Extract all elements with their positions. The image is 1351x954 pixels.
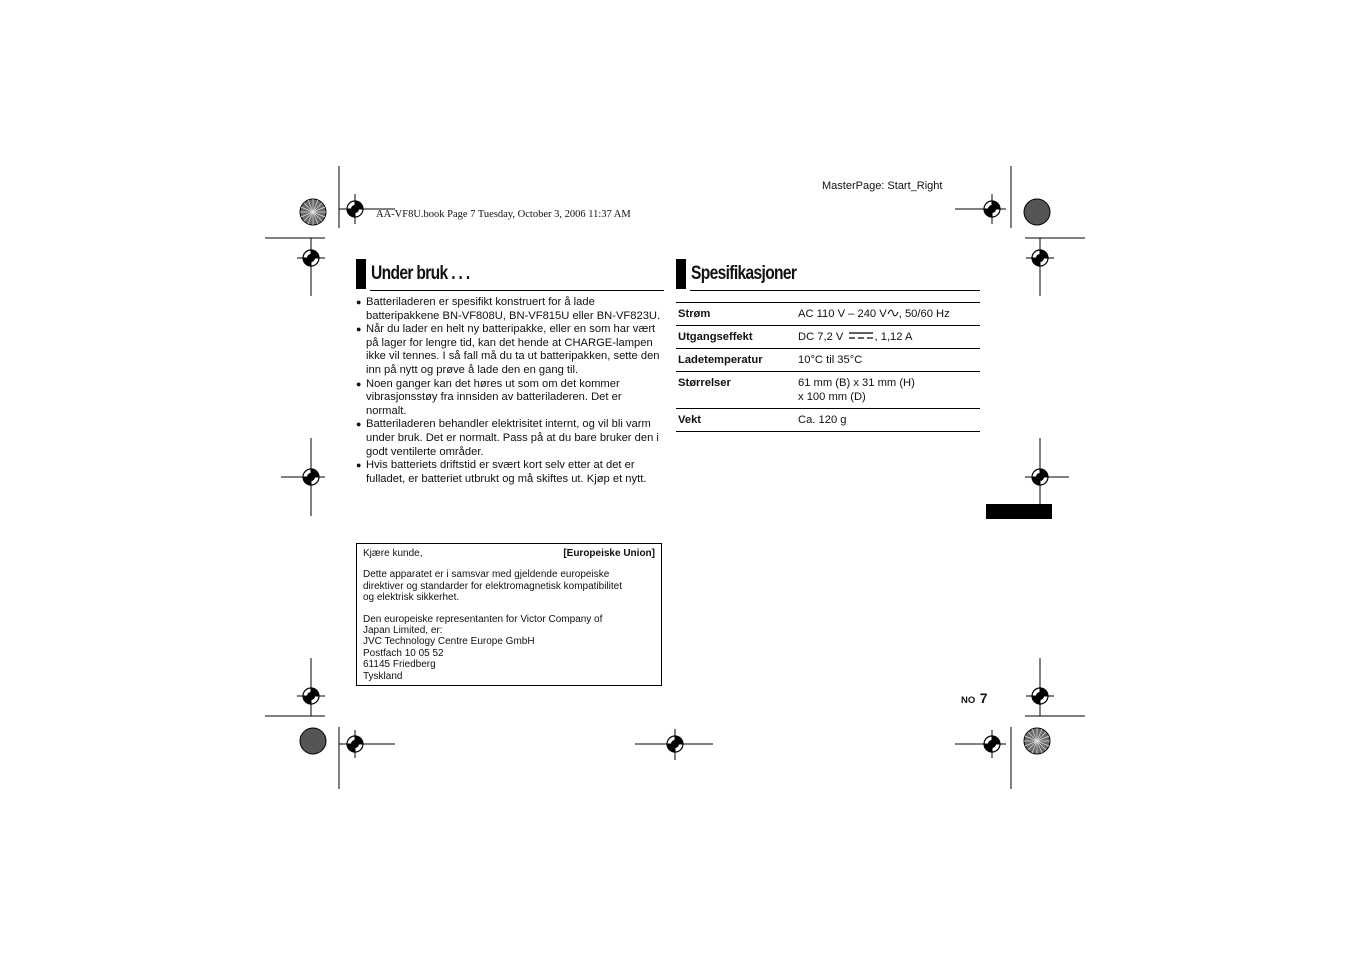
masterpage-label: MasterPage: Start_Right: [822, 180, 943, 192]
heading-underline: [690, 290, 980, 291]
book-info-line: AA-VF8U.book Page 7 Tuesday, October 3, 2006 11:37 AM: [376, 209, 631, 220]
page-number-value: 7: [979, 690, 988, 706]
bullet-icon: ●: [356, 297, 362, 307]
specifications-table: [676, 302, 980, 432]
section-heading-under-bruk: [356, 259, 491, 289]
table-row: [676, 409, 980, 432]
language-code: NO: [961, 695, 976, 706]
heading-bar: [676, 259, 686, 289]
list-item: ● Batteriladeren behandler elektrisitet internt, og vil bli varm under bruk. Det er normalt. Pass på at du bare bruker den i godt ventilerte områder.: [356, 418, 659, 458]
table-row: [676, 303, 980, 326]
spec-value: Ca. 120 g: [796, 409, 980, 432]
eu-notice-box: [356, 543, 662, 686]
table-row: [676, 326, 980, 349]
list-item: ● Noen ganger kan det høres ut som om det kommer vibrasjonsstøy fra innsiden av batteriladeren. Det er normalt.: [356, 377, 622, 417]
ac-tilde-icon: [887, 308, 899, 318]
dc-symbol-icon: [848, 330, 874, 341]
usage-notes-list: [356, 296, 664, 486]
spec-value: 10°C til 35°C: [796, 349, 980, 372]
spec-value: 61 mm (B) x 31 mm (H) x 100 mm (D): [796, 372, 980, 409]
eu-greeting: Kjære kunde,: [363, 548, 423, 559]
heading-underline: [370, 290, 664, 291]
heading-text: Spesifikasjoner: [691, 263, 797, 284]
spec-label: Strøm: [676, 303, 796, 326]
spec-label: Ladetemperatur: [676, 349, 796, 372]
list-item: ● Hvis batteriets driftstid er svært kort selv etter at det er fulladet, er batteriet utbrukt og må skiftes ut. Kjøp et nytt.: [356, 459, 647, 485]
list-item: ● Når du lader en helt ny batteripakke, eller en som har vært på lager for lengre tid, kan det hende at CHARGE-lampen ikke vil tennes. I så fall må du ta ut batteripakken, sette den inn på nytt og prøve å lade den en gang til.: [356, 323, 660, 376]
section-heading-spesifikasjoner: [676, 259, 819, 289]
bullet-icon: ●: [356, 419, 362, 430]
list-item: ● Batteriladeren er spesifikt konstruert for å lade batteripakkene BN-VF808U, BN-VF815U eller BN-VF823U.: [356, 296, 661, 322]
table-row: [676, 372, 980, 409]
spec-label: Størrelser: [676, 372, 796, 409]
bullet-icon: ●: [356, 378, 362, 389]
page-number: [961, 690, 988, 708]
heading-bar: [356, 259, 366, 289]
table-row: [676, 349, 980, 372]
eu-tag: [Europeiske Union]: [563, 548, 655, 559]
eu-paragraph-1: Dette apparatet er i samsvar med gjeldende europeiske direktiver og standarder for elektromagnetisk kompatibilitet og elektrisk sikkerhet.: [363, 569, 623, 604]
bullet-icon: ●: [356, 460, 362, 471]
spec-label: Utgangseffekt: [676, 326, 796, 349]
language-thumb-tab: [986, 504, 1052, 519]
spec-value: DC 7,2 V , 1,12 A: [796, 326, 980, 349]
spec-label: Vekt: [676, 409, 796, 432]
eu-paragraph-2: Den europeiske representanten for Victor Company of Japan Limited, er: JVC Technology Centre Europe GmbH Postfach 10 05 52 61145 Friedberg Tyskland: [363, 613, 603, 682]
heading-text: Under bruk . . .: [371, 263, 470, 284]
bullet-icon: ●: [356, 324, 362, 335]
spec-value: AC 110 V – 240 V , 50/60 Hz: [796, 303, 980, 326]
